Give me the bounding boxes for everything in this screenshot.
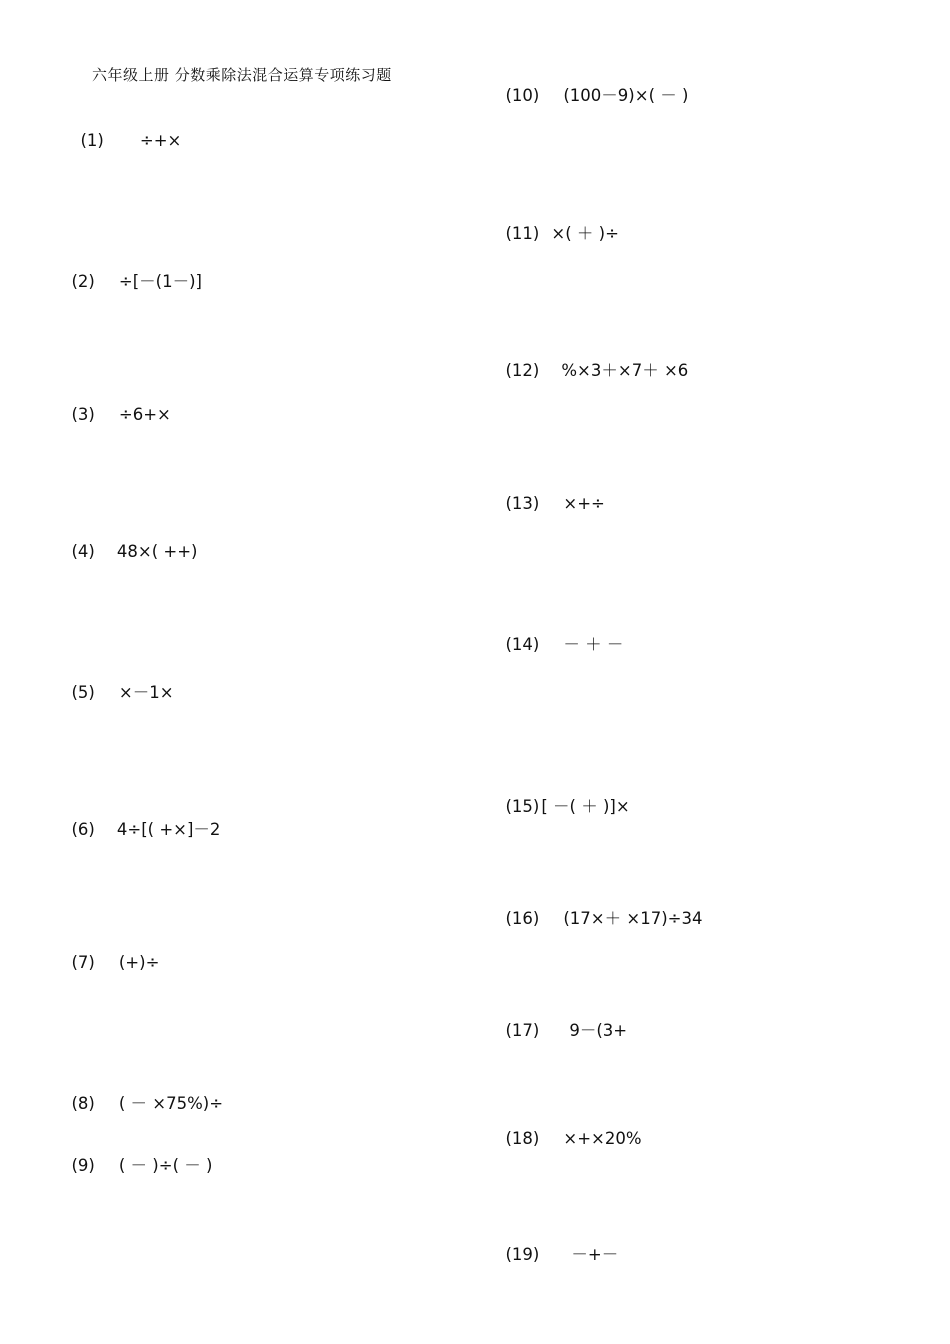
problem-number: (10) [505,86,540,105]
problem-number: (1) [80,131,104,150]
problem-8 [61,1071,223,1114]
problem-9 [61,1133,212,1176]
problem-expression: ×( ＋ )÷ [551,224,619,243]
problem-number: (7) [71,953,95,972]
problem-number: (16) [505,909,540,928]
problem-number: (12) [505,361,540,380]
problem-4 [61,523,197,561]
problem-expression: (+)÷ [118,953,160,972]
problem-3 [61,386,171,424]
problem-expression: ÷6+× [118,405,171,424]
problem-6 [61,797,220,840]
problem-7 [61,934,159,972]
problem-expression: ×－1× [118,683,174,702]
problem-number: (5) [71,683,95,702]
problem-number: (18) [505,1129,540,1148]
problem-number: (13) [505,494,540,513]
problem-expression: 4÷[( +×]－2 [116,820,221,839]
problem-expression: %×3＋×7＋ ×6 [561,361,689,380]
problem-11 [495,201,619,244]
worksheet-title: 六年级上册 分数乘除法混合运算专项练习题 [92,66,392,84]
problem-number: (3) [71,405,95,424]
problem-expression: (100－9)×( － ) [563,86,689,105]
problem-expression: ( － )÷( － ) [118,1156,213,1175]
problem-number: (9) [71,1156,95,1175]
problem-16 [495,886,702,929]
problem-12 [495,338,688,381]
problem-expression: ÷+× [139,131,182,150]
problem-number: (4) [71,542,95,561]
problem-number: (14) [505,635,540,654]
problem-expression: ÷[－(1－)] [118,272,202,291]
problem-expression: ( － ×75%)÷ [118,1094,224,1113]
problem-5 [61,660,174,703]
problem-expression: 48×( ++) [116,542,198,561]
problem-expression: [ －( ＋ )]× [541,797,630,816]
problem-18 [495,1110,642,1148]
problem-13 [495,475,605,513]
problem-expression: －+－ [571,1245,619,1264]
problem-expression: ×+÷ [563,494,605,513]
problem-19 [495,1222,618,1265]
problem-14 [495,612,623,655]
problem-17 [495,998,627,1041]
problem-expression: ×+×20% [563,1129,642,1148]
problem-1 [70,112,181,150]
problem-number: (8) [71,1094,95,1113]
problem-expression: 9－(3+ [569,1021,628,1040]
problem-number: (19) [505,1245,540,1264]
problem-number: (15) [505,797,540,816]
problem-10 [495,63,688,106]
problem-number: (6) [71,820,95,839]
problem-number: (11) [505,224,540,243]
problem-2 [61,249,202,292]
problem-expression: － ＋ － [563,635,624,654]
problem-15 [495,774,630,817]
problem-number: (17) [505,1021,540,1040]
problem-expression: (17×＋ ×17)÷34 [563,909,703,928]
problem-number: (2) [71,272,95,291]
